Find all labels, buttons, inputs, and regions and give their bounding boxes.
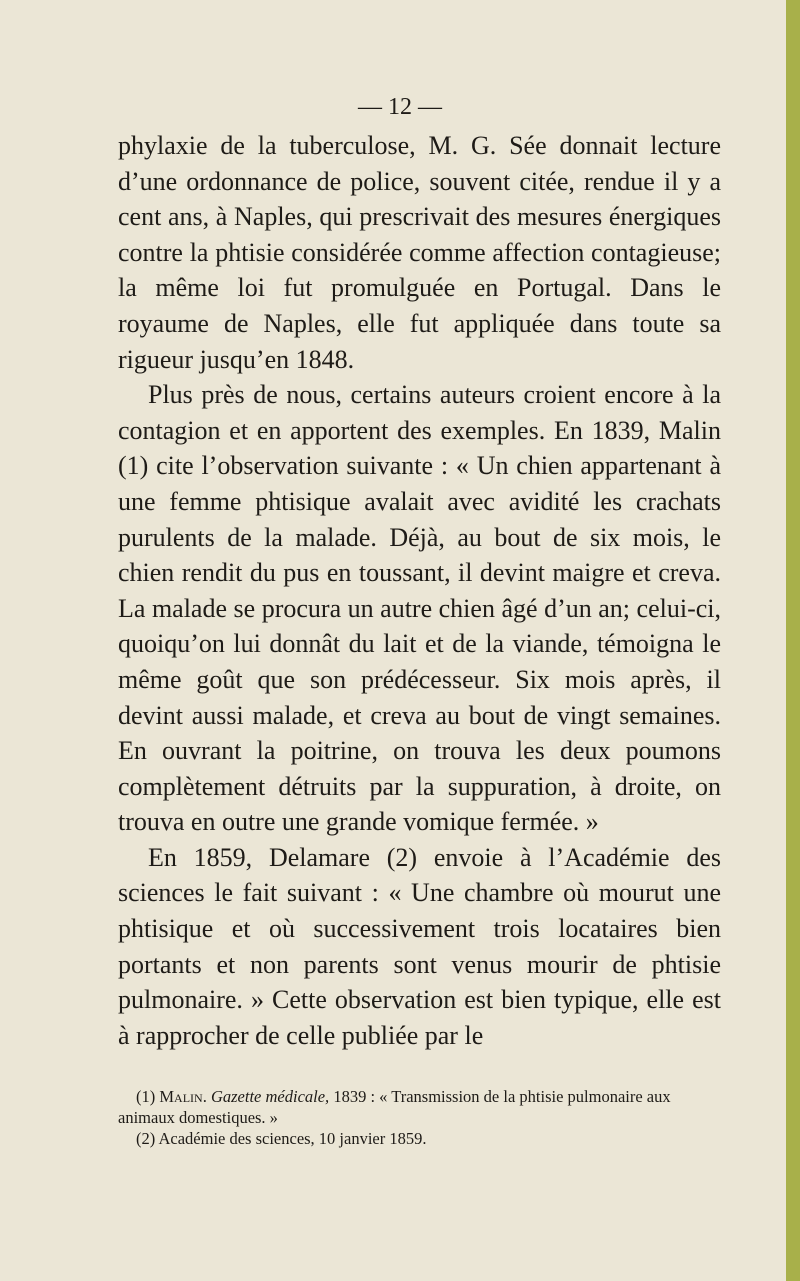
body-text bbox=[118, 128, 721, 1053]
footnote-mark: (1) bbox=[136, 1087, 156, 1106]
footnote bbox=[118, 1128, 728, 1149]
paragraph: phylaxie de la tuberculose, M. G. Sée donnait lecture d’une ordonnance de police, souvent citée, rendue il y a cent ans, à Naples, qui prescrivait des mesures énergiques contre la phtisie considérée comme affection contagieuse; la même loi fut promulguée en Portugal. Dans le royaume de Naples, elle fut appliquée dans toute sa rigueur jusqu’en 1848. bbox=[118, 131, 721, 374]
page-number: — 12 — bbox=[358, 94, 442, 120]
page-edge bbox=[786, 0, 800, 1281]
footnotes bbox=[118, 1086, 728, 1149]
footnote-text: Académie des sciences, 10 janvier 1859. bbox=[158, 1129, 427, 1148]
paragraph: En 1859, Delamare (2) envoie à l’Académie des sciences le fait suivant : « Une chambre où mourut une phtisique et où successivement trois locataires bien portants et non parents sont venus mourir de phtisie pulmonaire. » Cette observation est bien typique, elle est à rapprocher de celle publiée par le bbox=[118, 842, 721, 1050]
footnote-text: 1839 : « Transmission de la phtisie pulmonaire aux animaux domestiques. » bbox=[118, 1087, 671, 1127]
footnote-mark: (2) bbox=[136, 1129, 156, 1148]
paragraph: Plus près de nous, certains auteurs croient encore à la contagion et en apportent des exemples. En 1839, Malin (1) cite l’observation suivante : « Un chien appartenant à une femme phtisique avalait avec avidité les crachats purulents de la malade. Déjà, au bout de six mois, le chien rendit du pus en toussant, il devint maigre et creva. La malade se procura un autre chien âgé d’un an; celui-ci, quoiqu’on lui donnât du lait et de la viande, témoigna le même goût que son prédécesseur. Six mois après, il devint aussi malade, et creva au bout de vingt semaines. En ouvrant la poitrine, on trouva les deux poumons complètement détruits par la suppuration, à droite, on trouva en outre une grande vomique fermée. » bbox=[118, 380, 721, 837]
footnote-author: Malin. bbox=[159, 1087, 207, 1106]
footnote-journal: Gazette médicale, bbox=[210, 1087, 330, 1106]
footnote bbox=[118, 1086, 728, 1128]
